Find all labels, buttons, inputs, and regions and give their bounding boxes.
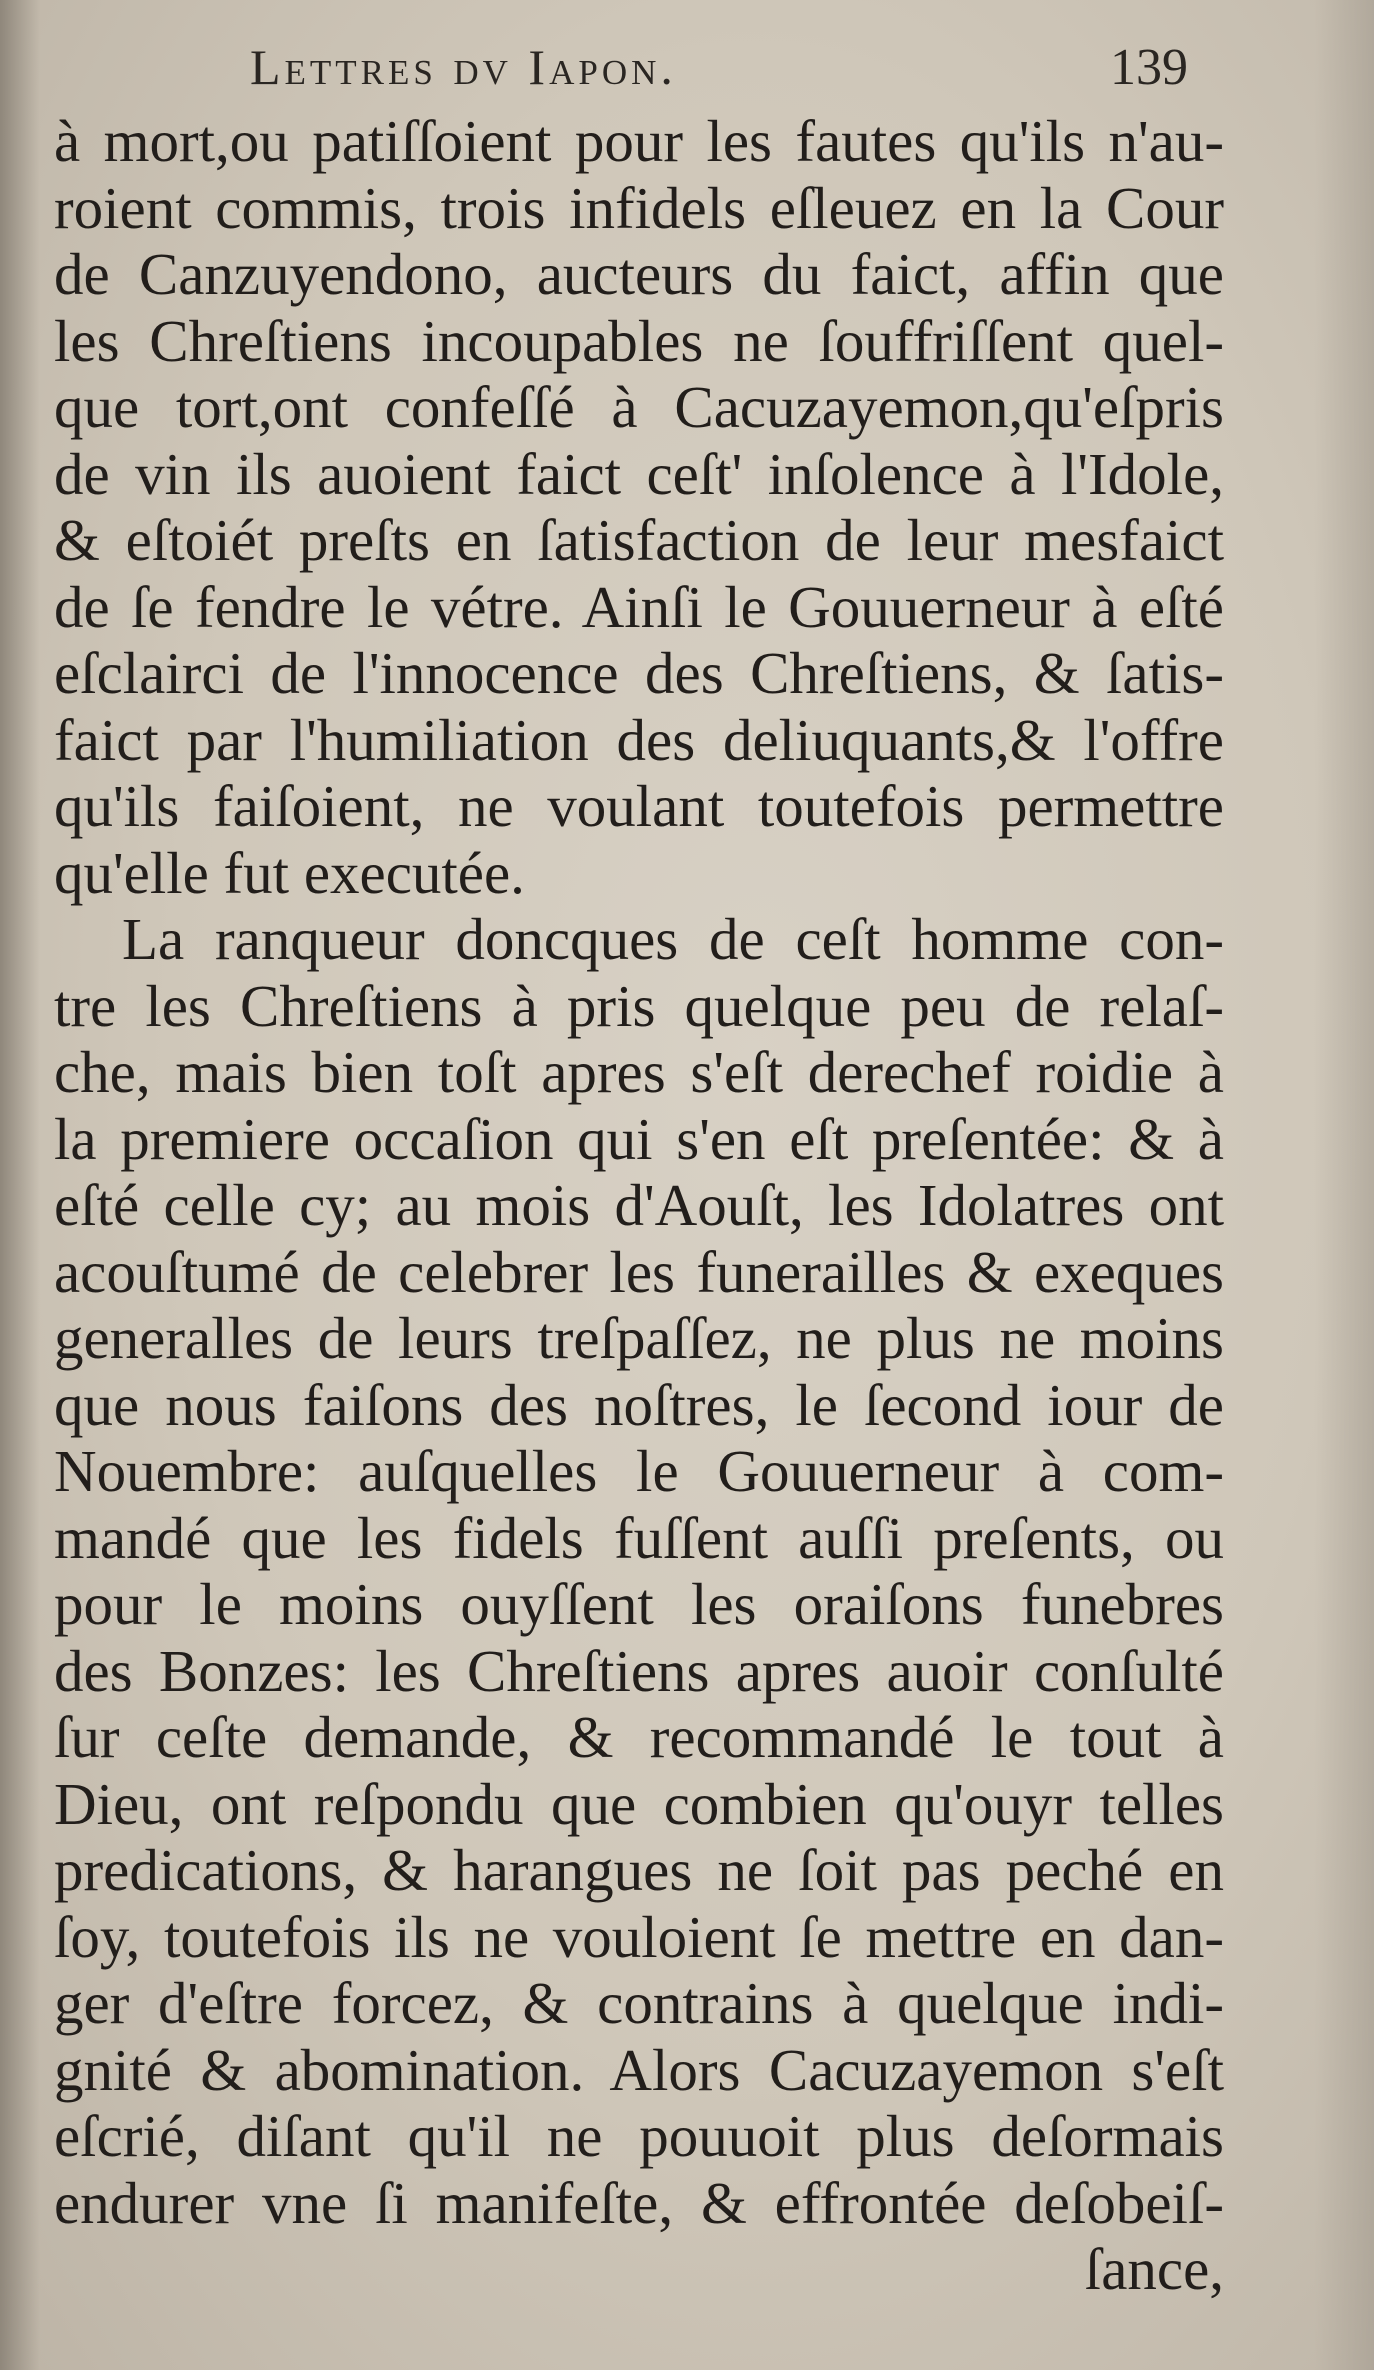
paragraph-start-line: La ranqueur doncques de ceſt homme con- (122, 906, 1224, 972)
text-line: Nouembre: auſquelles le Gouuerneur à com- (54, 1438, 1224, 1504)
text-line: à mort,ou patiſſoient pour les fautes qu'ils n'au- (54, 108, 1224, 174)
text-line: les Chreſtiens incoupables ne ſouffriſſent quel- (54, 307, 1224, 374)
text-line: qu'ils faiſoient, ne voulant toutefois permettre (54, 773, 1224, 839)
text-line: ſoy, toutefois ils ne vouloient ſe mettre en dan- (54, 1903, 1224, 1970)
text-line: predications, & harangues ne ſoit pas peché en (54, 1837, 1224, 1903)
text-line: de vin ils auoient faict ceſt' inſolence à l'Idole, (54, 440, 1224, 507)
text-line: roient commis, trois infidels eſleuez en la Cour (54, 174, 1224, 241)
text-line: que nous faiſons des noſtres, le ſecond iour de (54, 1371, 1224, 1438)
text-line: Dieu, ont reſpondu que combien qu'ouyr telles (54, 1770, 1224, 1837)
text-line: eſcrié, diſant qu'il ne pouuoit plus deſormais (54, 2103, 1224, 2169)
text-block (54, 108, 1224, 2303)
catchword-line: ſance, (1084, 2236, 1224, 2302)
text-line: & eſtoiét preſts en ſatisfaction de leur mesfaict (54, 507, 1224, 573)
text-line: gnité & abomination. Alors Cacuzayemon s'eſt (54, 2036, 1224, 2103)
text-line: eſclairci de l'innocence des Chreſtiens, & ſatis- (54, 640, 1224, 706)
text-line: generalles de leurs treſpaſſez, ne plus ne moins (54, 1305, 1224, 1371)
text-line: endurer vne ſi manifeſte, & effrontée deſobeiſ- (54, 2169, 1224, 2236)
text-line: faict par l'humiliation des deliuquants,& l'offre (54, 706, 1224, 773)
text-line: que tort,ont confeſſé à Cacuzayemon,qu'eſpris (54, 374, 1224, 440)
text-line: de Canzuyendono, aucteurs du faict, affin que (54, 241, 1224, 307)
text-line: des Bonzes: les Chreſtiens apres auoir conſulté (54, 1637, 1224, 1704)
text-line: la premiere occaſion qui s'en eſt preſentée: & à (54, 1105, 1224, 1172)
text-line: acouſtumé de celebrer les funerailles & exeques (54, 1238, 1224, 1305)
text-line: tre les Chreſtiens à pris quelque peu de relaſ- (54, 972, 1224, 1039)
page-number: 139 (1110, 39, 1188, 96)
text-line: ſur ceſte demande, & recommandé le tout à (54, 1704, 1224, 1770)
text-line: eſté celle cy; au mois d'Aouſt, les Idolatres ont (54, 1172, 1224, 1238)
text-line: pour le moins ouyſſent les oraiſons funebres (54, 1571, 1224, 1637)
text-line: de ſe fendre le vétre. Ainſi le Gouuerneur à eſté (54, 573, 1224, 640)
text-line: qu'elle fut executée. (54, 839, 525, 906)
text-line: mandé que les fidels fuſſent auſſi preſents, ou (54, 1504, 1224, 1571)
text-line: ger d'eſtre forcez, & contrains à quelque indi- (54, 1970, 1224, 2036)
text-line: che, mais bien toſt apres s'eſt derechef roidie à (54, 1039, 1224, 1105)
running-title: Lettres dv Iapon. (250, 39, 677, 95)
running-head (250, 38, 1250, 108)
